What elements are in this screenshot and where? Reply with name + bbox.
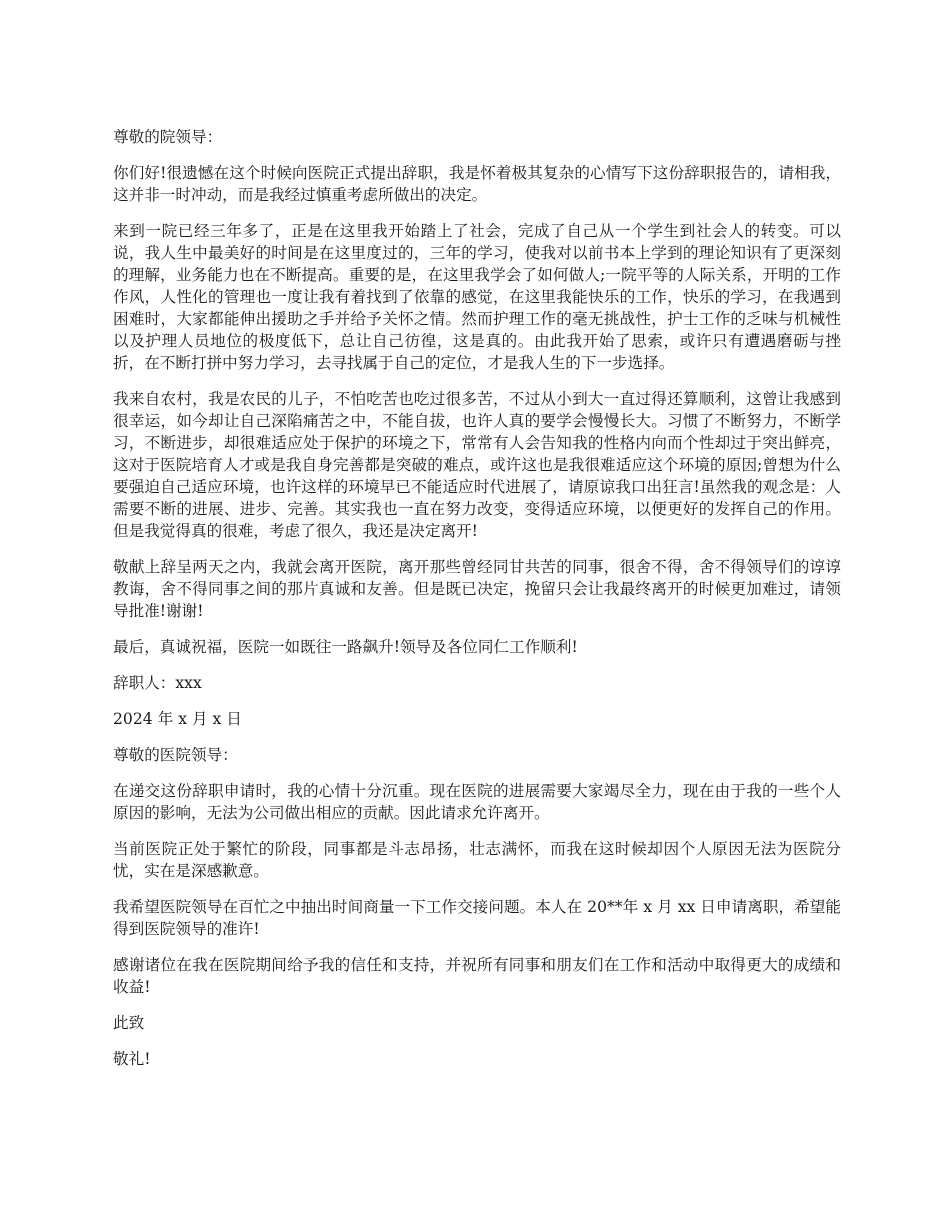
letter1-signer: 辞职人：xxx — [113, 674, 202, 692]
letter2-paragraph-3: 我希望医院领导在百忙之中抽出时间商量一下工作交接问题。本人在 20**年 x 月 xx 日申请离职，希望能得到医院领导的准许! — [113, 898, 841, 938]
letter1-paragraph-5: 最后，真诚祝福，医院一如既往一路飙升!领导及各位同仁工作顺利! — [113, 638, 578, 656]
letter2-paragraph-1: 在递交这份辞职申请时，我的心情十分沉重。现在医院的进展需要大家竭尽全力，现在由于我的一些个人原因的影响，无法为公司做出相应的贡献。因此请求允许离开。 — [113, 782, 841, 822]
letter1-salutation: 尊敬的院领导： — [113, 128, 223, 146]
document-body — [113, 126, 841, 1084]
letter2-salutation: 尊敬的医院领导： — [113, 746, 238, 764]
letter1-paragraph-4: 敬献上辞呈两天之内，我就会离开医院，离开那些曾经同甘共苦的同事，很舍不得，舍不得领导们的谆谆教诲，舍不得同事之间的那片真诚和友善。但是既已决定，挽留只会让我最终离开的时候更加难过，请领导批准!谢谢! — [113, 558, 841, 620]
letter1-date: 2024 年 x 月 x 日 — [113, 710, 242, 728]
letter2-closing-1: 此致 — [113, 1014, 145, 1032]
letter2-paragraph-2: 当前医院正处于繁忙的阶段，同事都是斗志昂扬，壮志满怀，而我在这时候却因个人原因无法为医院分忧，实在是深感歉意。 — [113, 840, 841, 880]
letter1-paragraph-3: 我来自农村，我是农民的儿子，不怕吃苦也吃过很多苦，不过从小到大一直过得还算顺利，这曾让我感到很幸运，如今却让自己深陷痛苦之中，不能自拔，也许人真的要学会慢慢长大。习惯了不断努力，不断学习，不断进步，却很难适应处于保护的环境之下，常常有人会告知我的性格内向而个性却过于突出鲜亮，这对于医院培育人才或是我自身完善都是突破的难点，或许这也是我很难适应这个环境的原因;曾想为什么要强迫自己适应环境，也许这样的环境早已不能适应时代进展了，请原谅我口出狂言!虽然我的观念是：人需要不断的进展、进步、完善。其实我也一直在努力改变，变得适应环境，以便更好的发挥自己的作用。但是我觉得真的很难，考虑了很久，我还是决定离开! — [113, 390, 841, 540]
letter2-paragraph-4: 感谢诸位在我在医院期间给予我的信任和支持，并祝所有同事和朋友们在工作和活动中取得更大的成绩和收益! — [113, 956, 841, 996]
letter1-paragraph-1: 你们好!很遗憾在这个时候向医院正式提出辞职，我是怀着极其复杂的心情写下这份辞职报告的，请相我，这并非一时冲动，而是我经过慎重考虑所做出的决定。 — [113, 164, 841, 204]
letter1-paragraph-2: 来到一院已经三年多了，正是在这里我开始踏上了社会，完成了自己从一个学生到社会人的转变。可以说，我人生中最美好的时间是在这里度过的，三年的学习，使我对以前书本上学到的理论知识有了更深刻的理解，业务能力也在不断提高。重要的是，在这里我学会了如何做人;一院平等的人际关系，开明的工作作风，人性化的管理也一度让我有着找到了依靠的感觉，在这里我能快乐的工作，快乐的学习，在我遇到困难时，大家都能伸出援助之手并给予关怀之情。然而护理工作的毫无挑战性，护士工作的乏味与机械性以及护理人员地位的极度低下，总让自己彷徨，这是真的。由此我开始了思索，或许只有遭遇磨砺与挫折，在不断打拼中努力学习，去寻找属于自己的定位，才是我人生的下一步选择。 — [113, 222, 841, 372]
letter2-closing-2: 敬礼! — [113, 1050, 151, 1068]
